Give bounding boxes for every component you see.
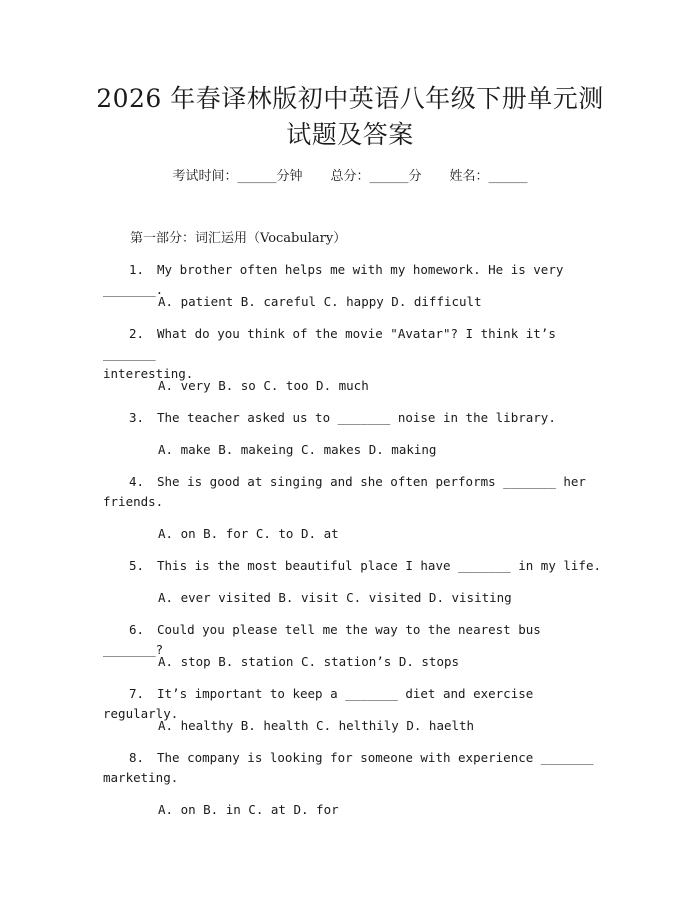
question-stem: This is the most beautiful place I have _______ in my life. (157, 558, 602, 573)
question-3-options: A. make B. makeing C. makes D. making (158, 442, 437, 457)
question-8 (103, 748, 603, 788)
question-4-options: A. on B. for C. to D. at (158, 526, 339, 541)
exam-time-label: 考试时间：______分钟 (172, 169, 303, 184)
question-number: 8. (129, 750, 145, 765)
question-4 (103, 472, 603, 512)
question-number: 4. (129, 474, 145, 489)
question-stem: The company is looking for someone with experience _______ marketing. (103, 750, 594, 785)
question-stem: What do you think of the movie "Avatar"? I think it’s _______ interesting. (103, 326, 556, 381)
question-stem: It’s important to keep a _______ diet and exercise regularly. (103, 686, 541, 721)
question-6-options: A. stop B. station C. station’s D. stops (158, 654, 460, 669)
question-stem: My brother often helps me with my homework. He is very _______. (103, 262, 571, 297)
question-number: 7. (129, 686, 145, 701)
question-8-options: A. on B. in C. at D. for (158, 802, 339, 817)
total-score-label: 总分：______分 (330, 169, 422, 184)
question-3 (103, 408, 603, 428)
question-number: 2. (129, 326, 145, 341)
question-2 (103, 324, 603, 384)
question-number: 1. (129, 262, 145, 277)
exam-meta (0, 168, 700, 186)
student-name-label: 姓名：______ (449, 169, 528, 184)
question-2-options: A. very B. so C. too D. much (158, 378, 369, 393)
question-5 (103, 556, 603, 576)
section-title: 第一部分：词汇运用（Vocabulary） (130, 231, 347, 246)
question-stem: Could you please tell me the way to the nearest bus _______? (103, 622, 549, 657)
title-line-1: 2026 年春译林版初中英语八年级下册单元测 (96, 84, 604, 113)
question-number: 5. (129, 558, 145, 573)
title-line-2: 试题及答案 (286, 120, 414, 149)
question-7-options: A. healthy B. health C. helthily D. haelth (158, 718, 475, 733)
question-stem: The teacher asked us to _______ noise in the library. (157, 410, 556, 425)
question-stem: She is good at singing and she often performs _______ her friends. (103, 474, 586, 509)
question-5-options: A. ever visited B. visit C. visited D. visiting (158, 590, 512, 605)
question-number: 3. (129, 410, 145, 425)
question-1-options: A. patient B. careful C. happy D. difficult (158, 294, 482, 309)
question-number: 6. (129, 622, 145, 637)
